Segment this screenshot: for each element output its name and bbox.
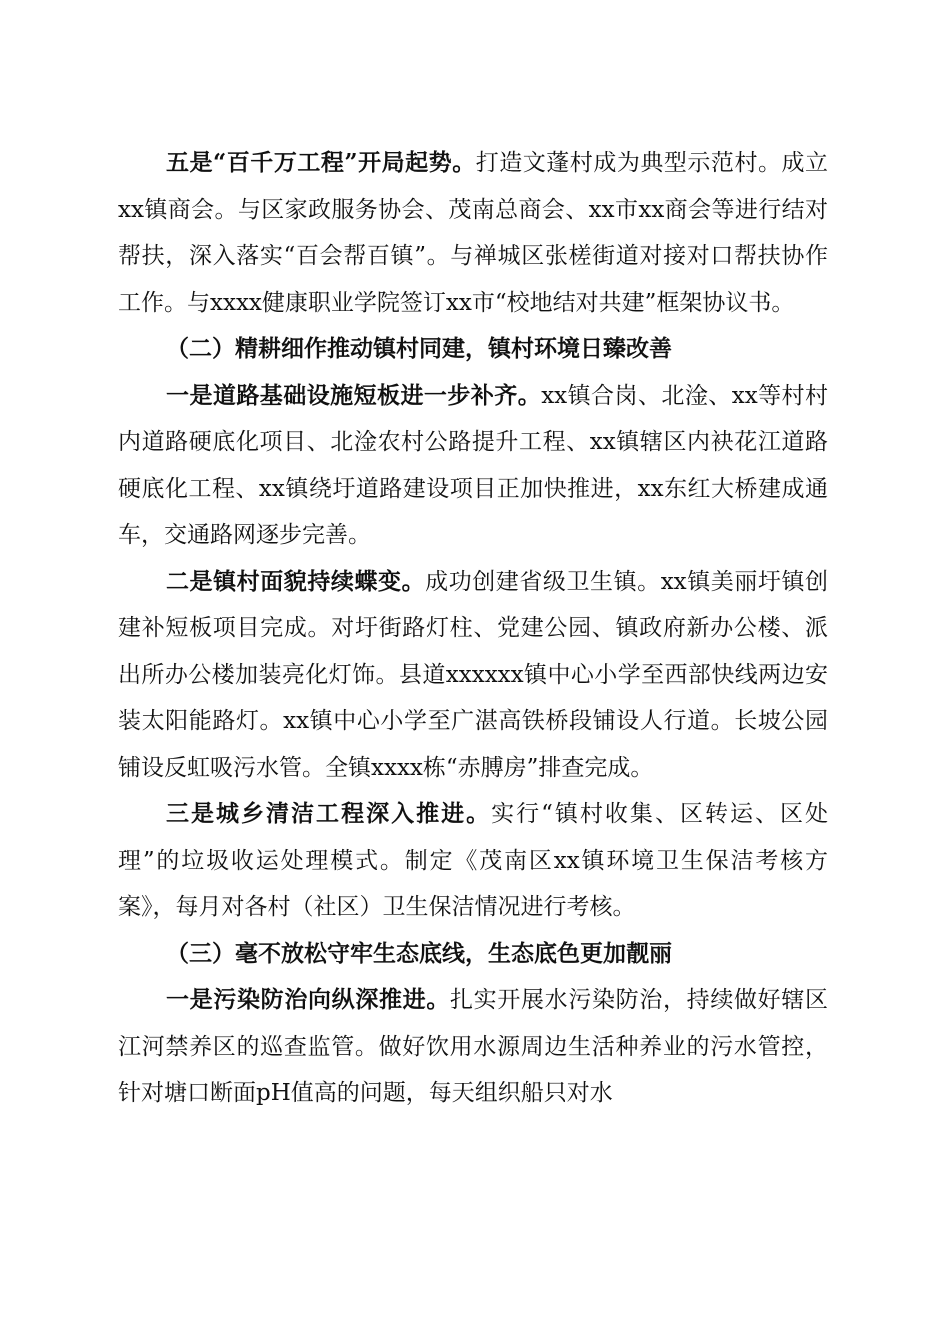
paragraph-lead: 二是镇村面貌持续蝶变。 bbox=[166, 567, 426, 595]
paragraph-town-appearance bbox=[118, 559, 828, 792]
paragraph-pollution bbox=[118, 977, 828, 1117]
paragraph-text: xx镇合岗、北淦、xx等村村内道路硬底化项目、北淦农村公路提升工程、xx镇辖区内袂花江道路硬底化工程、xx镇绕圩道路建设项目正加快推进，xx东红大桥建成通车，交通路网逐步完善。 bbox=[118, 382, 829, 548]
paragraph-text: 打造文蓬村成为典型示范村。成立xx镇商会。与区家政服务协会、茂南总商会、xx市xx商会等进行结对帮扶，深入落实“百会帮百镇”。与禅城区张槎街道对接对口帮扶协作工作。与xxxx健康职业学院签订xx市“校地结对共建”框架协议书。 bbox=[118, 150, 829, 316]
paragraph-village-program bbox=[118, 140, 828, 326]
paragraph-roads bbox=[118, 373, 828, 559]
section-heading-2: （二）精耕细作推动镇村同建，镇村环境日臻改善 bbox=[166, 335, 672, 362]
paragraph-lead: 五是“百千万工程”开局起势。 bbox=[166, 149, 476, 176]
paragraph-text: 成功创建省级卫生镇。xx镇美丽圩镇创建补短板项目完成。对圩街路灯柱、党建公园、镇政府新办公楼、派出所办公楼加装亮化灯饰。县道xxxxxx镇中心小学至西部快线两边安装太阳能路灯。xx镇中心小学至广湛高铁桥段铺设人行道。长坡公园铺设反虹吸污水管。全镇xxxx栋“赤膊房”排查完成。 bbox=[118, 568, 828, 781]
section-heading-3: （三）毫不放松守牢生态底线，生态底色更加靓丽 bbox=[166, 939, 672, 967]
document-body bbox=[118, 140, 828, 1117]
paragraph-text: 实行“镇村收集、区转运、区处理”的垃圾收运处理模式。制定《茂南区xx镇环境卫生保洁考核方案》，每月对各村（社区）卫生保洁情况进行考核。 bbox=[118, 801, 829, 920]
paragraph-lead: 一是污染防治向纵深推进。 bbox=[166, 986, 450, 1013]
paragraph-lead: 一是道路基础设施短板进一步补齐。 bbox=[166, 381, 542, 409]
paragraph-lead: 三是城乡清洁工程深入推进。 bbox=[166, 800, 492, 827]
paragraph-text: 扎实开展水污染防治，持续做好辖区江河禁养区的巡查监管。做好饮用水源周边生活种养业的污水管控，针对塘口断面pH值高的问题，每天组织船只对水 bbox=[118, 987, 829, 1106]
paragraph-cleanliness bbox=[118, 791, 828, 931]
